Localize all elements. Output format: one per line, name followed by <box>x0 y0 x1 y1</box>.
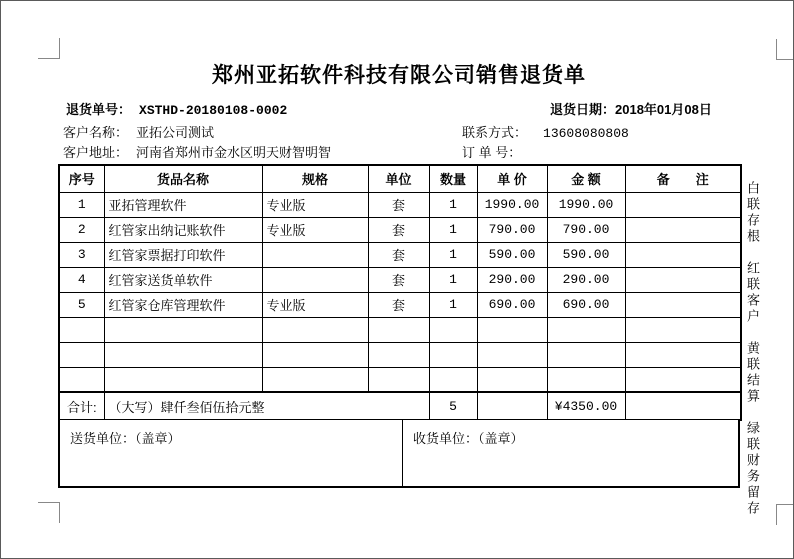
table-cell <box>625 217 741 242</box>
table-cell <box>262 342 368 367</box>
table-cell <box>59 367 104 392</box>
table-cell: 红管家出纳记账软件 <box>104 217 262 242</box>
table-cell <box>625 192 741 217</box>
table-cell <box>429 367 477 392</box>
table-row <box>59 267 741 292</box>
table-cell: 专业版 <box>262 192 368 217</box>
table-cell <box>262 317 368 342</box>
table-cell: 690.00 <box>477 292 547 317</box>
table-cell: 1990.00 <box>477 192 547 217</box>
copy-distribution-note: 白联存根 红联客户 黄联结算 绿联财务留存 <box>745 181 760 517</box>
customer-address-line <box>63 142 331 161</box>
table-row <box>59 317 741 342</box>
table-cell <box>477 367 547 392</box>
table-cell: 590.00 <box>547 242 625 267</box>
total-remark-cell <box>625 392 741 420</box>
table-cell <box>368 367 429 392</box>
table-cell <box>547 367 625 392</box>
table-cell <box>262 242 368 267</box>
table-cell: 专业版 <box>262 217 368 242</box>
table-cell <box>429 342 477 367</box>
customer-name-label: 客户名称： <box>63 125 129 140</box>
customer-address-value: 河南省郑州市金水区明天财智明智 <box>136 145 332 160</box>
crop-mark-top-left-icon <box>38 38 60 59</box>
total-quantity-cell: 5 <box>429 392 477 420</box>
customer-name-line <box>63 122 214 141</box>
table-cell: 2 <box>59 217 104 242</box>
table-cell <box>368 342 429 367</box>
customer-name-value: 亚拓公司测试 <box>136 125 215 140</box>
table-cell: 套 <box>368 192 429 217</box>
purchase-order-line <box>462 142 529 161</box>
table-header-cell: 货品名称 <box>104 165 262 192</box>
table-cell: 套 <box>368 242 429 267</box>
crop-mark-bottom-left-icon <box>38 502 60 523</box>
total-label-cell: 合计: <box>59 392 104 420</box>
table-cell: 5 <box>59 292 104 317</box>
items-body <box>59 192 741 392</box>
table-row <box>59 292 741 317</box>
table-cell: 790.00 <box>477 217 547 242</box>
sender-signature-cell: 送货单位：（盖章） <box>60 420 403 486</box>
page-title: 郑州亚拓软件科技有限公司销售退货单 <box>212 64 586 87</box>
table-cell: 套 <box>368 217 429 242</box>
purchase-order-label: 订 单 号： <box>462 145 522 160</box>
table-cell: 690.00 <box>547 292 625 317</box>
table-cell <box>625 342 741 367</box>
table-cell: 4 <box>59 267 104 292</box>
table-header-cell: 金 额 <box>547 165 625 192</box>
table-cell: 1 <box>429 242 477 267</box>
table-cell <box>547 342 625 367</box>
table-cell: 红管家票据打印软件 <box>104 242 262 267</box>
table-header-row <box>59 165 741 192</box>
contact-label: 联系方式： <box>462 125 528 140</box>
table-cell: 790.00 <box>547 217 625 242</box>
table-row <box>59 242 741 267</box>
table-cell <box>262 367 368 392</box>
table-cell: 1 <box>429 267 477 292</box>
crop-mark-bottom-right-icon <box>776 504 794 525</box>
table-cell <box>625 242 741 267</box>
table-cell <box>104 317 262 342</box>
return-number-value: XSTHD-20180108-0002 <box>139 103 288 118</box>
table-cell <box>477 317 547 342</box>
table-cell <box>104 367 262 392</box>
return-number-line <box>66 99 287 118</box>
table-header-cell: 数量 <box>429 165 477 192</box>
total-amount-words-cell: （大写）肆仟叁佰伍拾元整 <box>104 392 429 420</box>
table-cell <box>59 317 104 342</box>
table-row <box>59 192 741 217</box>
table-cell <box>625 292 741 317</box>
table-cell: 290.00 <box>477 267 547 292</box>
table-cell: 套 <box>368 292 429 317</box>
table-cell <box>368 317 429 342</box>
customer-address-label: 客户地址： <box>63 145 129 160</box>
table-cell: 290.00 <box>547 267 625 292</box>
table-cell <box>625 367 741 392</box>
contact-line <box>462 122 629 141</box>
table-row <box>59 367 741 392</box>
table-row <box>59 342 741 367</box>
receiver-signature-cell: 收货单位：（盖章） <box>413 431 524 446</box>
table-cell <box>477 342 547 367</box>
form-area <box>58 164 740 488</box>
total-row <box>59 392 741 420</box>
table-cell: 亚拓管理软件 <box>104 192 262 217</box>
return-date-value: 2018年01月08日 <box>615 102 712 117</box>
table-cell: 1 <box>429 292 477 317</box>
return-date-line <box>550 99 712 118</box>
table-cell: 3 <box>59 242 104 267</box>
total-unit-price-cell <box>477 392 547 420</box>
table-cell <box>625 317 741 342</box>
table-cell: 1 <box>59 192 104 217</box>
table-header-cell: 备 注 <box>625 165 741 192</box>
signature-section <box>58 420 740 488</box>
table-header-cell: 序号 <box>59 165 104 192</box>
items-table <box>58 164 742 421</box>
return-date-label: 退货日期： <box>550 102 616 117</box>
table-cell: 1 <box>429 192 477 217</box>
table-header-cell: 单位 <box>368 165 429 192</box>
table-cell <box>429 317 477 342</box>
table-row <box>59 217 741 242</box>
table-cell: 红管家仓库管理软件 <box>104 292 262 317</box>
table-cell <box>262 267 368 292</box>
table-cell <box>59 342 104 367</box>
table-header-cell: 规格 <box>262 165 368 192</box>
table-cell: 1990.00 <box>547 192 625 217</box>
total-amount-cell: ¥4350.00 <box>547 392 625 420</box>
table-cell: 套 <box>368 267 429 292</box>
table-cell <box>625 267 741 292</box>
table-cell <box>104 342 262 367</box>
return-number-label: 退货单号： <box>66 102 132 117</box>
table-header-cell: 单 价 <box>477 165 547 192</box>
table-cell <box>547 317 625 342</box>
contact-value: 13608080808 <box>543 126 629 141</box>
table-cell: 590.00 <box>477 242 547 267</box>
table-cell: 红管家送货单软件 <box>104 267 262 292</box>
table-cell: 1 <box>429 217 477 242</box>
crop-mark-top-right-icon <box>776 39 794 60</box>
table-cell: 专业版 <box>262 292 368 317</box>
